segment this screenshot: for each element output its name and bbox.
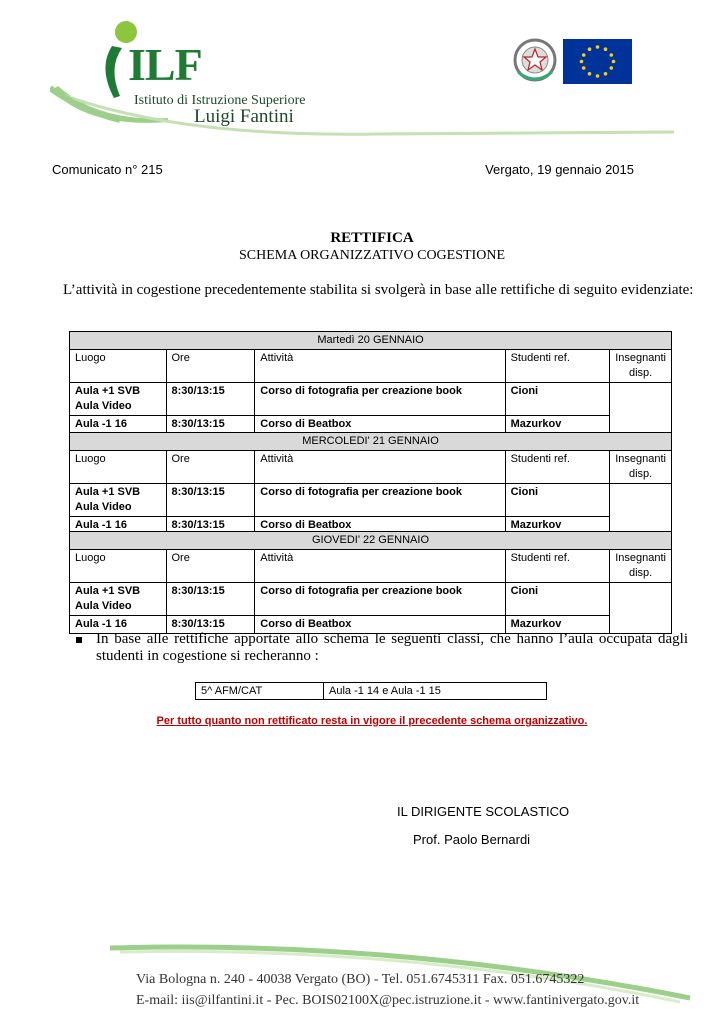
column-header-row [70,451,672,484]
schedule-table [69,432,672,535]
footer-contacts: E-mail: iis@ilfantini.it - Pec. BOIS02100X@pec.istruzione.it - www.fantinivergato.gov.it [136,993,640,1008]
column-header: Luogo [70,550,167,583]
cell-ore: 8:30/13:15 [166,616,255,634]
cell-studenti: Cioni [505,383,610,416]
cell-luogo: Aula -1 16 [70,416,167,434]
column-header: Ore [166,451,255,484]
cell-studenti: Mazurkov [505,616,610,634]
header-swoosh [50,80,676,140]
cell-attivita: Corso di Beatbox [255,616,505,634]
cell-luogo: Aula -1 16 [70,616,167,634]
cell-luogo: Aula +1 SVB Aula Video [70,583,167,616]
cell-attivita: Corso di fotografia per creazione book [255,583,505,616]
day-header-row [70,332,672,350]
cell-luogo: Aula +1 SVB Aula Video [70,383,167,416]
column-header: Ore [166,550,255,583]
table-row [70,583,672,616]
column-header-row [70,350,672,383]
column-header: Ore [166,350,255,383]
column-header: Studenti ref. [505,350,610,383]
cell-studenti: Mazurkov [505,517,610,535]
document-subtitle: SCHEMA ORGANIZZATIVO COGESTIONE [239,248,505,263]
column-header: Studenti ref. [505,451,610,484]
column-header: Luogo [70,350,167,383]
column-header: Studenti ref. [505,550,610,583]
cell-luogo: Aula -1 16 [70,517,167,535]
table-row [196,683,547,700]
place-date: Vergato, 19 gennaio 2015 [485,162,634,177]
column-header: Insegnanti disp. [610,550,672,583]
bullet-marker [76,637,82,643]
day-header: Martedì 20 GENNAIO [70,332,672,350]
important-note: Per tutto quanto non rettificato resta in vigore il precedente schema organizzativo. [156,715,588,727]
cell-studenti: Mazurkov [505,416,610,434]
column-header: Attività [255,350,505,383]
table-row [70,383,672,416]
cell-insegnanti [610,484,672,535]
table-row [70,416,672,434]
room-cell: Aula -1 14 e Aula -1 15 [324,683,547,700]
signature-name: Prof. Paolo Bernardi [413,832,531,847]
communique-number: Comunicato n° 215 [52,162,163,177]
column-header: Attività [255,550,505,583]
cell-ore: 8:30/13:15 [166,583,255,616]
cell-insegnanti [610,383,672,434]
document-title: RETTIFICA [330,230,414,246]
cell-ore: 8:30/13:15 [166,484,255,517]
cell-luogo: Aula +1 SVB Aula Video [70,484,167,517]
column-header: Attività [255,451,505,484]
signature-role: IL DIRIGENTE SCOLASTICO [397,804,570,819]
cell-studenti: Cioni [505,484,610,517]
column-header: Luogo [70,451,167,484]
cell-insegnanti [610,583,672,634]
logo-acronym: ILF [128,39,202,90]
footer-address: Via Bologna n. 240 - 40038 Vergato (BO) - Tel. 051.6745311 Fax. 051.6745322 [136,972,585,987]
column-header-row [70,550,672,583]
class-cell: 5^ AFM/CAT [196,683,324,700]
table-row [70,484,672,517]
cell-ore: 8:30/13:15 [166,383,255,416]
cell-attivita: Corso di fotografia per creazione book [255,383,505,416]
logo-school-name: Luigi Fantini [194,106,294,127]
schedule-table [69,331,672,434]
cell-attivita: Corso di Beatbox [255,416,505,434]
italian-republic-emblem-icon [512,36,558,84]
cell-attivita: Corso di fotografia per creazione book [255,484,505,517]
cell-ore: 8:30/13:15 [166,517,255,535]
eu-flag-icon [563,39,632,84]
day-header-row [70,433,672,451]
bullet-paragraph: In base alle rettifiche apportate allo schema le seguenti classi, che hanno l’aula occupata dagli studenti in cogestione si recheranno : [96,631,688,664]
day-header: MERCOLEDI' 21 GENNAIO [70,433,672,451]
day-header-row [70,532,672,550]
cell-studenti: Cioni [505,583,610,616]
day-header: GIOVEDI' 22 GENNAIO [70,532,672,550]
cell-ore: 8:30/13:15 [166,416,255,434]
column-header: Insegnanti disp. [610,451,672,484]
cell-attivita: Corso di Beatbox [255,517,505,535]
classes-table [195,682,547,700]
intro-paragraph: L’attività in cogestione precedentemente stabilita si svolgerà in base alle rettifiche di seguito evidenziate: [63,282,694,298]
logo-institute-line: Istituto di Istruzione Superiore [134,93,306,108]
column-header: Insegnanti disp. [610,350,672,383]
schedule-table [69,531,672,634]
